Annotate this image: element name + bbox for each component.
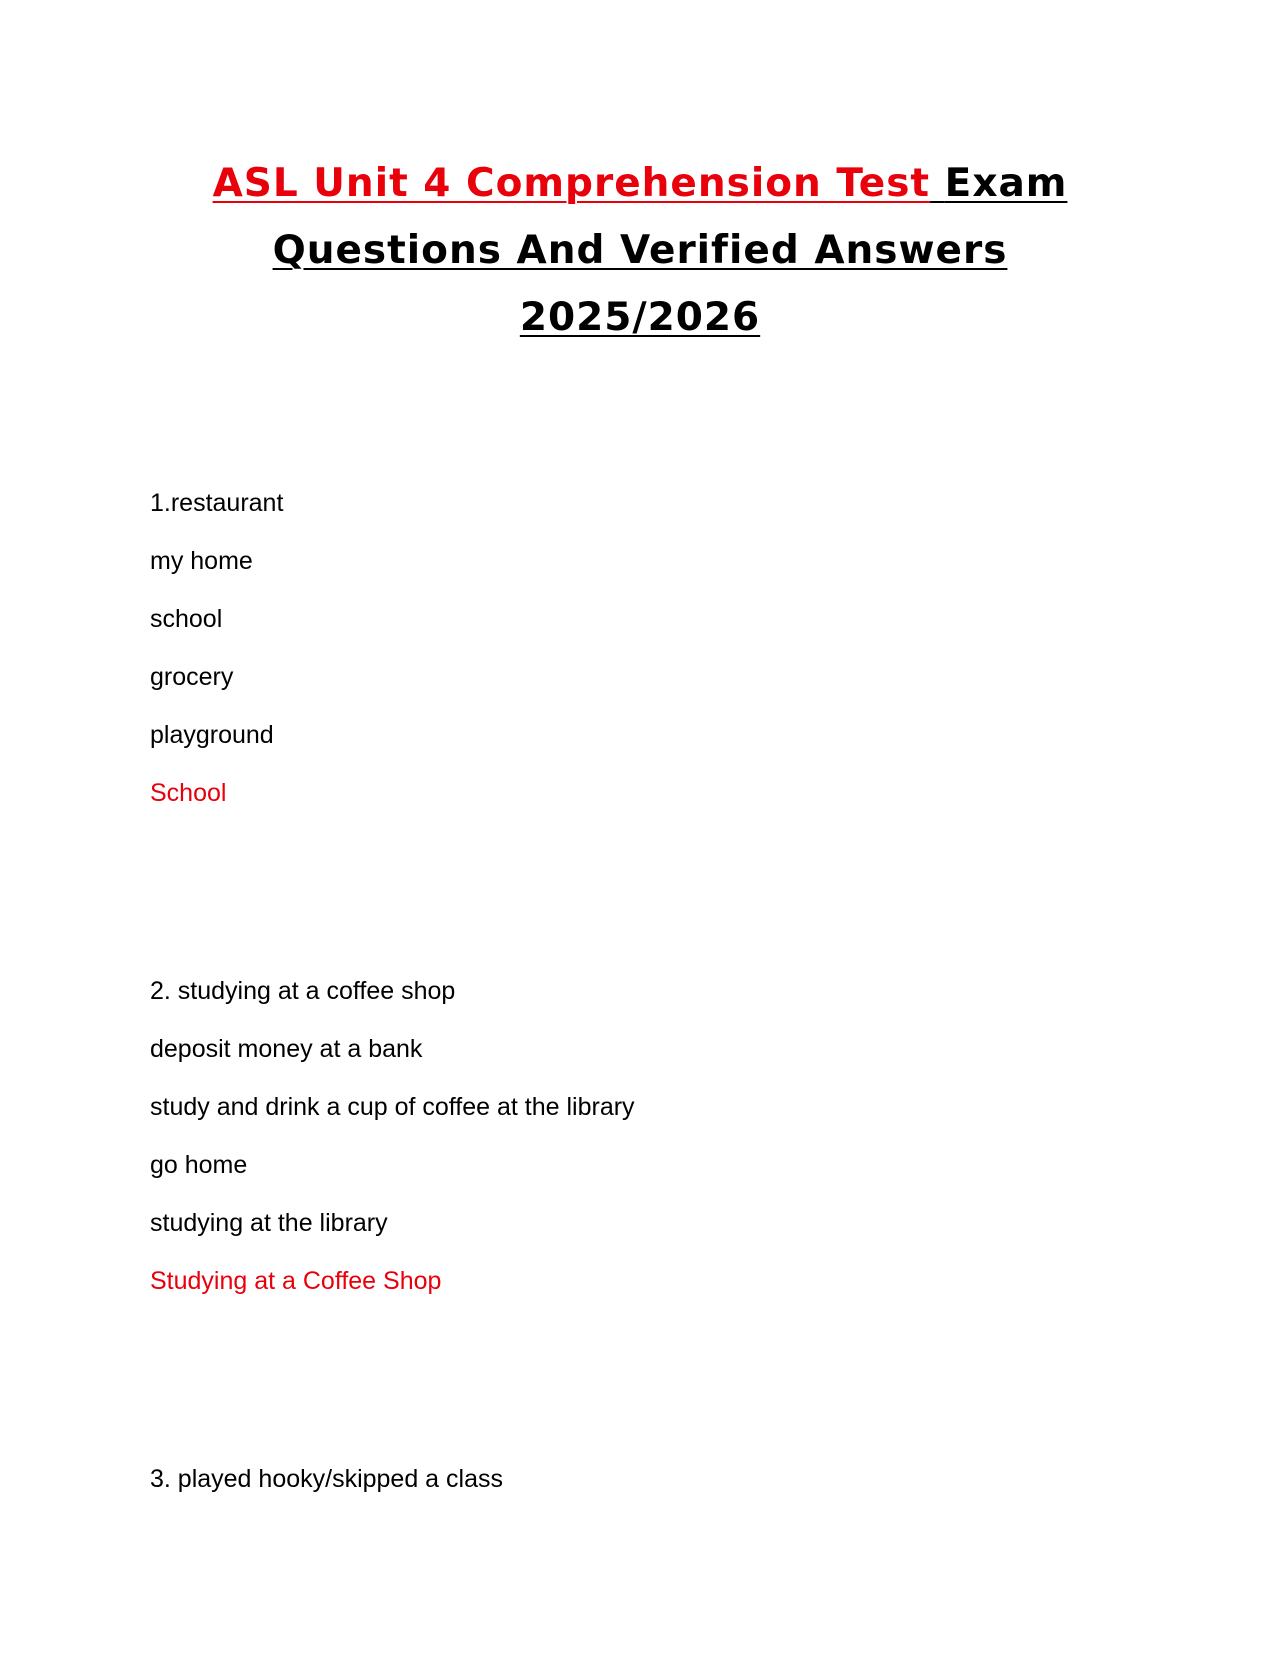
answer-option: playground [150, 721, 274, 749]
answer-option: study and drink a cup of coffee at the library [150, 1093, 635, 1121]
correct-answer: School [150, 779, 227, 807]
question-prompt: 1.restaurant [150, 489, 284, 517]
title-highlight: ASL Unit 4 Comprehension Test [212, 161, 931, 206]
question-list [150, 488, 1150, 1662]
title-line-2: Questions And Verified Answers [272, 228, 1008, 273]
answer-option: my home [150, 547, 253, 575]
title-line-1 [0, 150, 1280, 217]
answer-option: go home [150, 1151, 248, 1179]
answer-option: school [150, 605, 223, 633]
title-line-3: 2025/2026 [519, 295, 761, 340]
question-2 [150, 976, 1150, 1324]
question-3 [150, 1464, 1150, 1522]
title-exam: Exam [944, 161, 1068, 206]
answer-option: deposit money at a bank [150, 1035, 423, 1063]
question-prompt: 3. played hooky/skipped a class [150, 1465, 503, 1493]
answer-option: grocery [150, 663, 234, 691]
answer-option: studying at the library [150, 1209, 388, 1237]
question-prompt: 2. studying at a coffee shop [150, 977, 456, 1005]
correct-answer: Studying at a Coffee Shop [150, 1267, 442, 1295]
question-1 [150, 488, 1150, 836]
document-title [0, 150, 1280, 351]
